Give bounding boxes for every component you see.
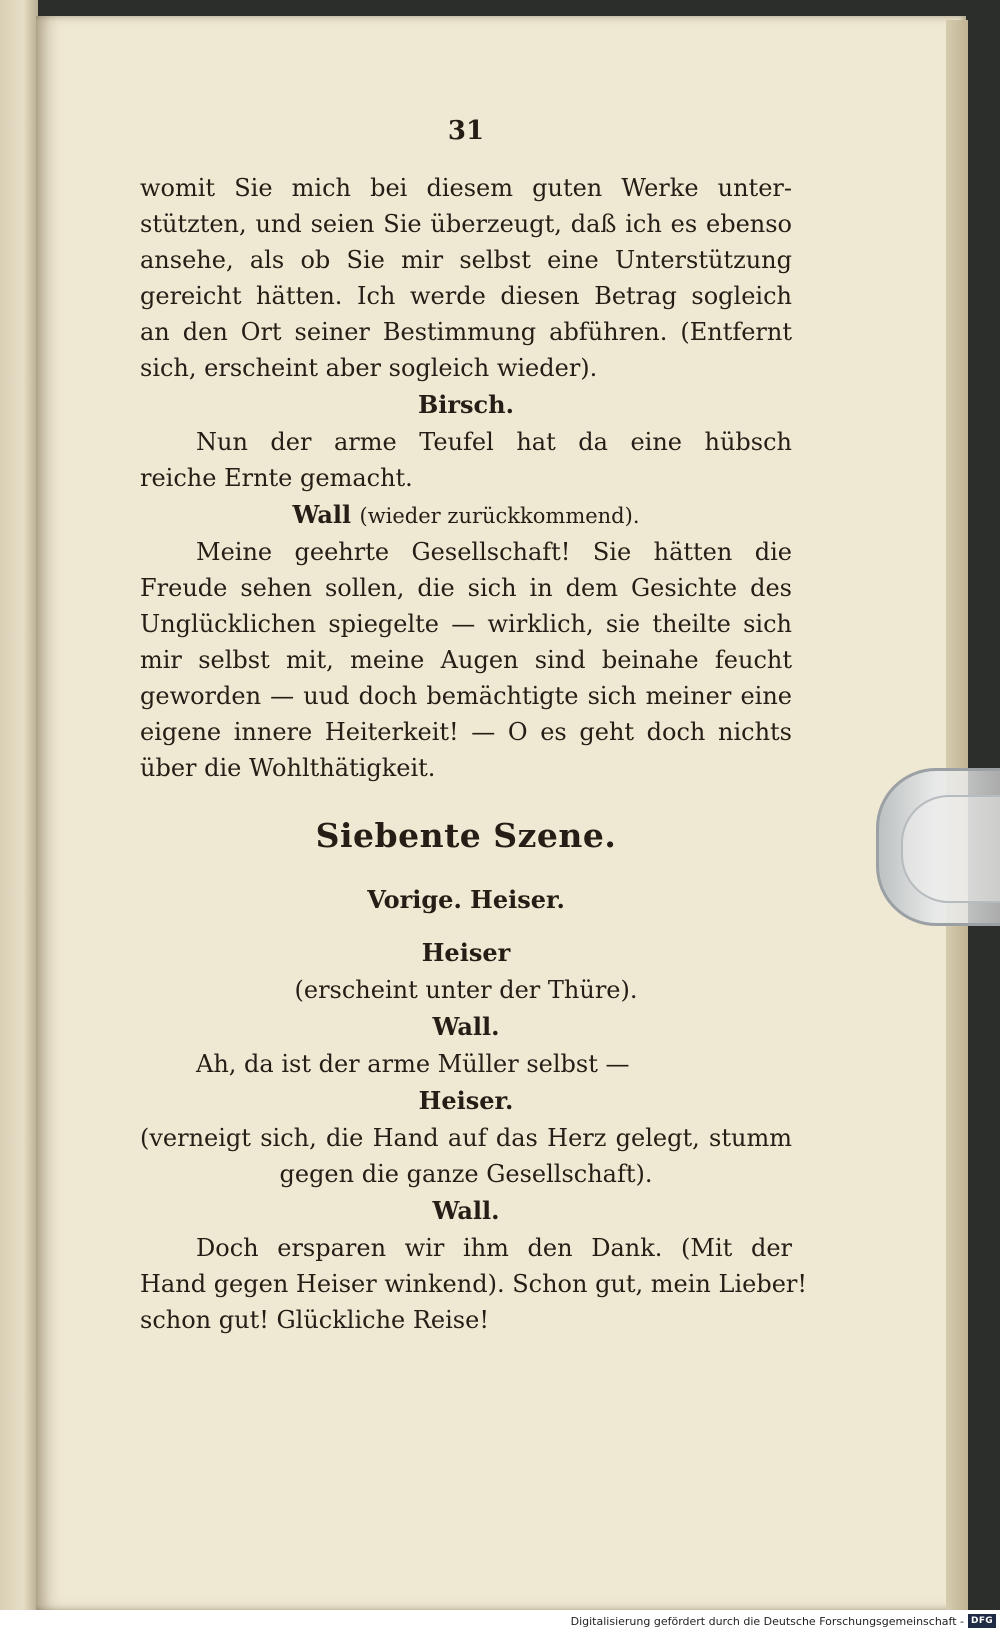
speaker-wall: Wall.	[432, 1196, 500, 1225]
text-line: Ah, da ist der arme Müller selbst —	[196, 1050, 630, 1078]
text-line: sich, erscheint aber sogleich wieder).	[140, 354, 598, 382]
stage-direction: (verneigt sich, die Hand auf das Herz gelegt, stumm	[140, 1124, 792, 1152]
paragraph-3	[140, 534, 792, 786]
page-text	[140, 104, 808, 1338]
funding-credit: Digitalisierung gefördert durch die Deutsche Forschungsgemeinschaft -	[570, 1615, 964, 1628]
speaker-wall	[140, 496, 792, 534]
text-line: schon gut! Glückliche Reise!	[140, 1306, 489, 1334]
scene-persons: Vorige. Heiser.	[367, 885, 565, 914]
text-line: Meine geehrte Gesellschaft! Sie hätten die	[196, 538, 792, 566]
text-line: Unglücklichen spiegelte — wirklich, sie theilte sich	[140, 610, 792, 638]
page-number: 31	[447, 116, 485, 146]
text-line: mir selbst mit, meine Augen sind beinahe feucht	[140, 646, 792, 674]
paragraph-1	[140, 170, 792, 386]
speaker-heiser: Heiser.	[418, 1086, 514, 1115]
speaker-name: Wall	[292, 500, 352, 529]
facing-page-edge	[0, 0, 38, 1610]
text-line: womit Sie mich bei diesem guten Werke unter-	[140, 174, 792, 202]
stage-direction: (erscheint unter der Thüre).	[294, 976, 638, 1004]
speaker-birsch: Birsch.	[418, 390, 514, 419]
text-line: Hand gegen Heiser winkend). Schon gut, mein Lieber!	[140, 1270, 808, 1298]
paper-clip-inner-loop	[901, 795, 1000, 903]
text-line: Freude sehen sollen, die sich in dem Gesichte des	[140, 574, 792, 602]
digitization-footer	[0, 1610, 1000, 1633]
stage-direction: gegen die ganze Gesellschaft).	[279, 1160, 653, 1188]
text-line: Doch ersparen wir ihm den Dank. (Mit der	[196, 1234, 792, 1262]
dfg-logo-icon: DFG	[968, 1614, 996, 1628]
text-line: Nun der arme Teufel hat da eine hübsch	[196, 428, 792, 456]
paragraph-4	[140, 1230, 808, 1338]
text-line: gereicht hätten. Ich werde diesen Betrag sogleich	[140, 282, 792, 310]
text-line: geworden — uud doch bemächtigte sich meiner eine	[140, 682, 792, 710]
text-line: stützten, und seien Sie überzeugt, daß ich es ebenso	[140, 210, 792, 238]
paragraph-2	[140, 424, 792, 496]
text-line: reiche Ernte gemacht.	[140, 464, 413, 492]
text-line: ansehe, als ob Sie mir selbst eine Unterstützung	[140, 246, 792, 274]
text-line: eigene innere Heiterkeit! — O es geht doch nichts	[140, 718, 792, 746]
text-line: an den Ort seiner Bestimmung abführen. (Entfernt	[140, 318, 792, 346]
paper-clip	[876, 768, 1000, 926]
speaker-wall: Wall.	[432, 1012, 500, 1041]
scene-title: Siebente Szene.	[315, 816, 617, 855]
text-line: über die Wohlthätigkeit.	[140, 754, 436, 782]
stage-direction: (wieder zurückkommend).	[359, 504, 640, 528]
speaker-heiser: Heiser	[421, 938, 511, 967]
